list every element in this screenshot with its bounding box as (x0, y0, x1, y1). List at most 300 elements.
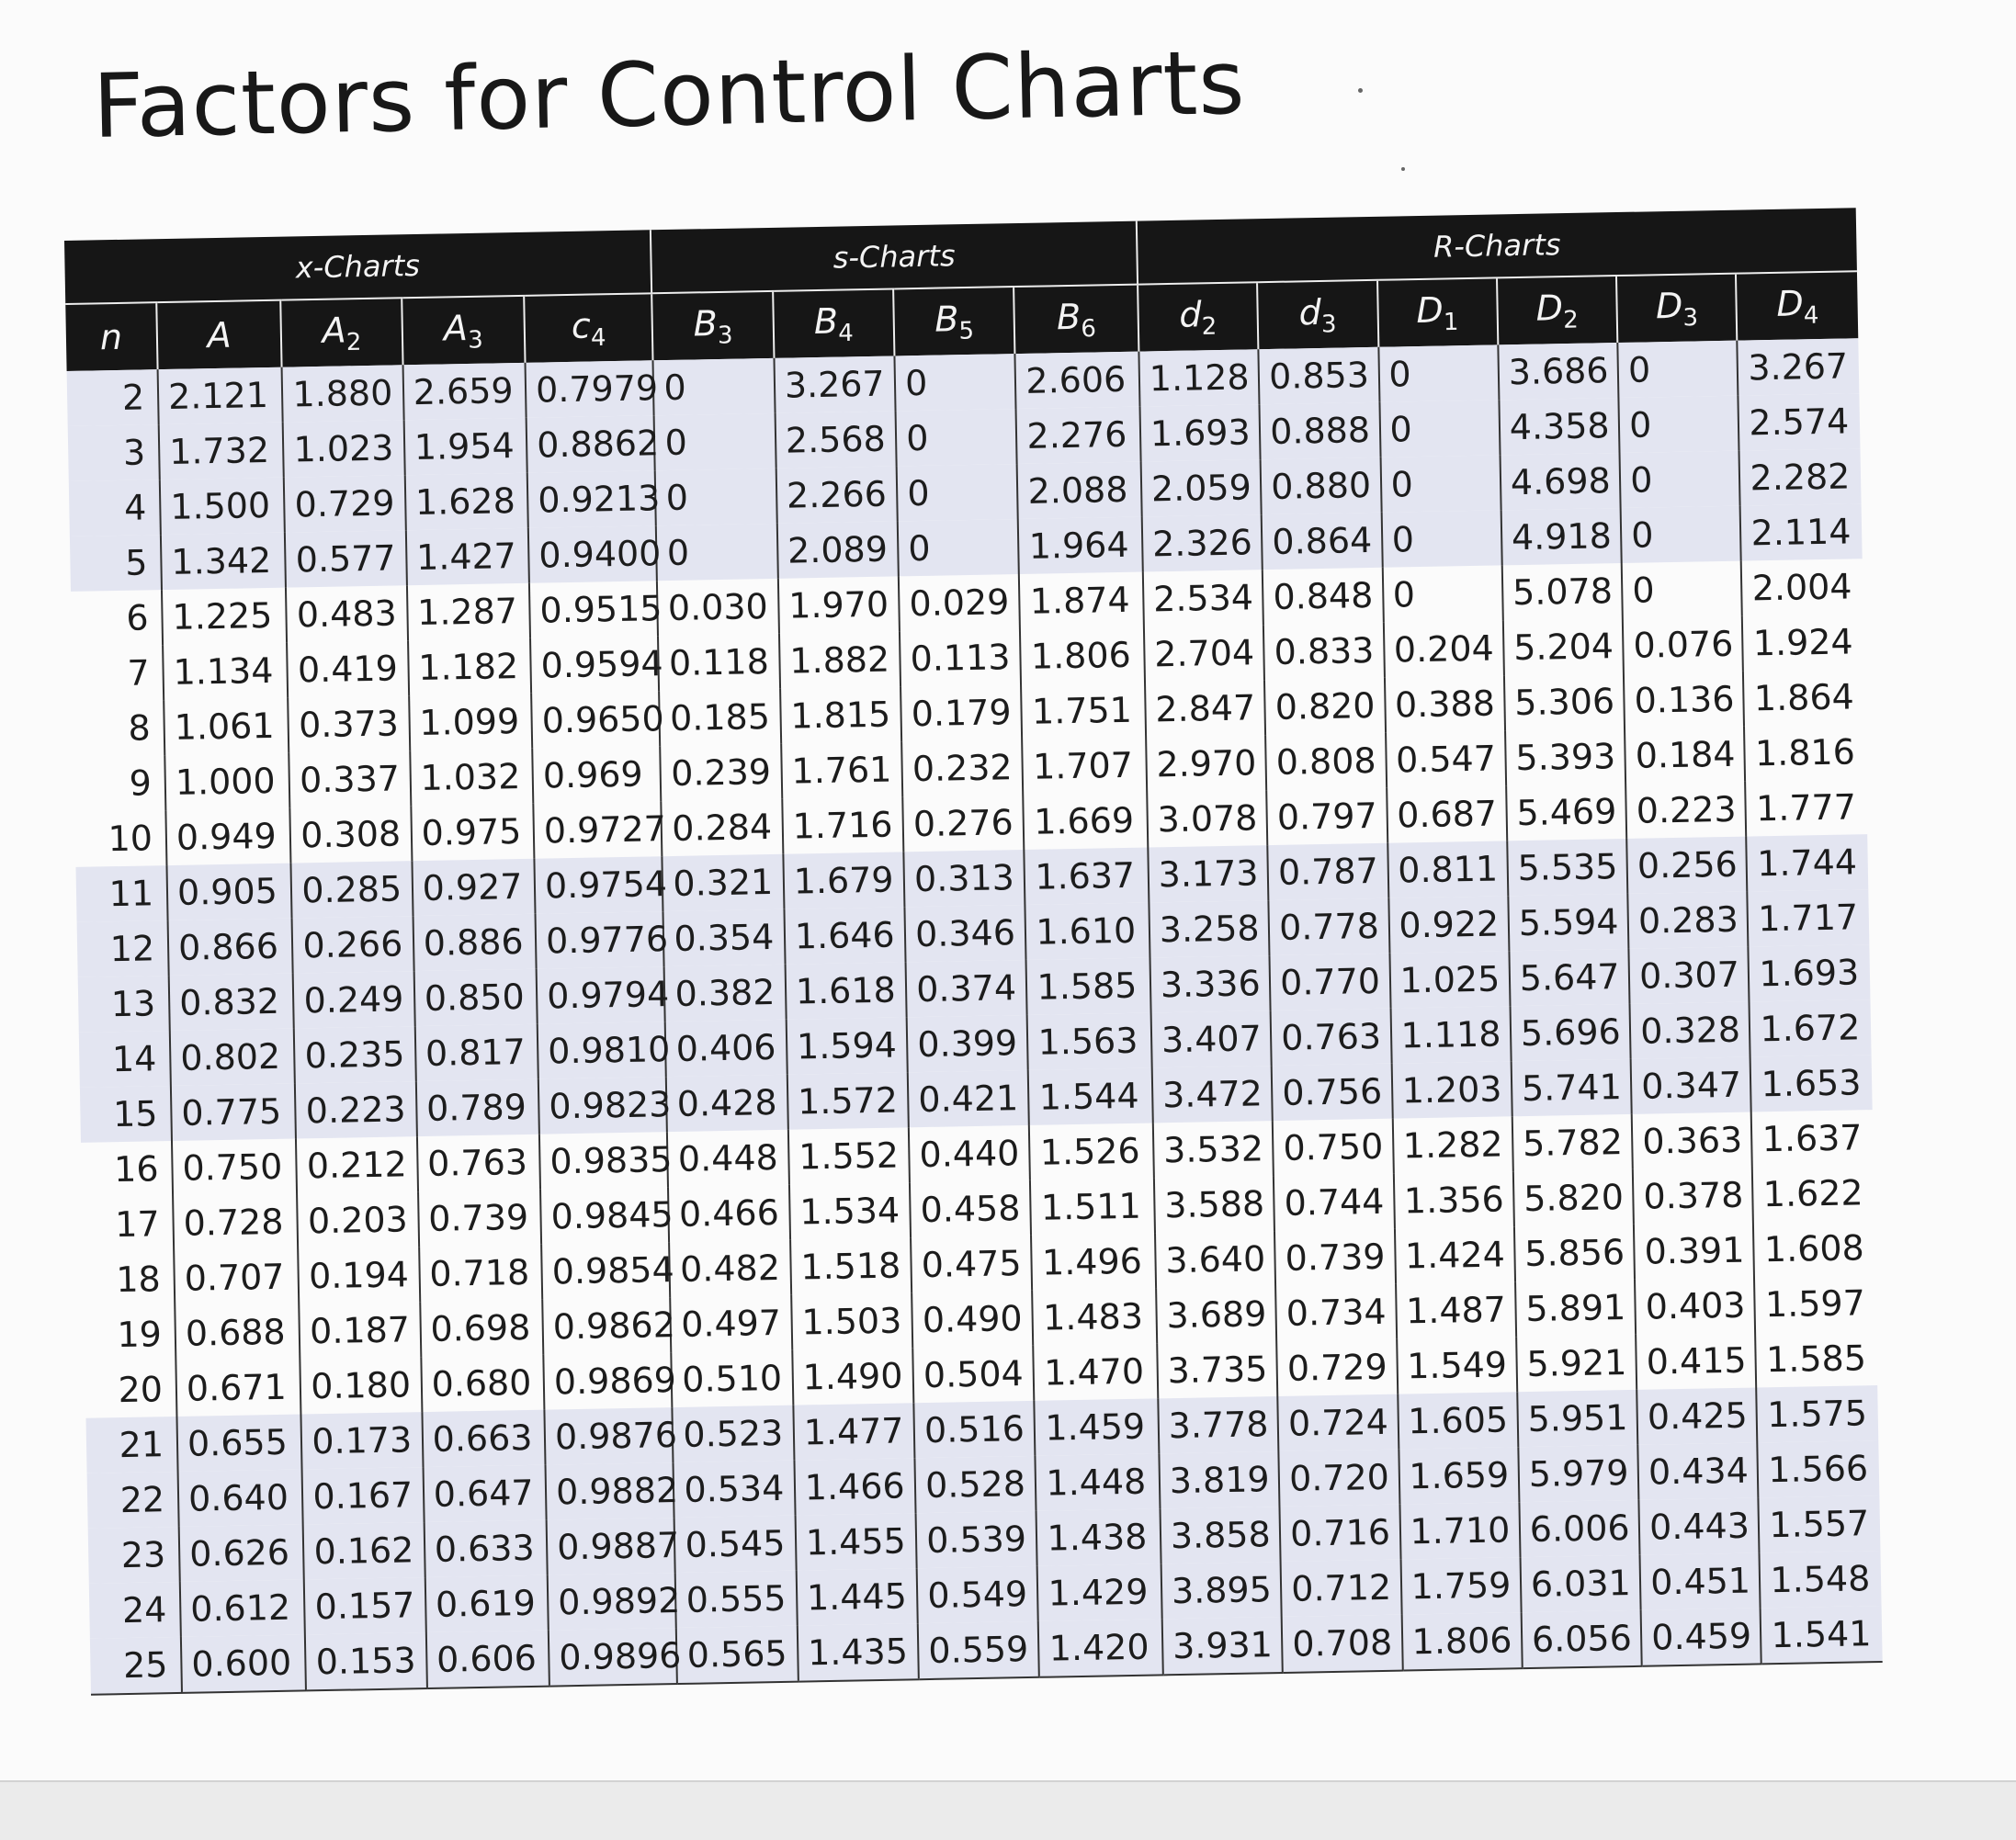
factor-cell: 0.718 (419, 1245, 542, 1302)
control-chart-factors-table-container (64, 208, 1883, 1695)
factor-cell: 0.880 (1261, 457, 1381, 514)
factor-cell: 1.282 (1392, 1116, 1512, 1173)
factor-cell: 1.526 (1029, 1123, 1153, 1180)
factor-cell: 2.282 (1739, 448, 1862, 505)
factor-cell: 1.061 (164, 698, 289, 755)
factor-cell: 0.534 (674, 1461, 795, 1518)
factor-cell: 0.504 (912, 1346, 1034, 1403)
factor-cell: 0.354 (663, 909, 785, 966)
factor-cell: 1.424 (1394, 1226, 1514, 1283)
sample-size-cell: 2 (67, 369, 159, 426)
factor-cell: 1.954 (403, 418, 527, 475)
factor-cell: 0.850 (413, 969, 537, 1026)
factor-cell: 0.284 (662, 799, 783, 856)
factor-cell: 0.853 (1259, 347, 1379, 404)
sample-size-cell: 21 (85, 1417, 177, 1473)
factor-cell: 1.118 (1390, 1006, 1511, 1063)
factor-cell: 0.687 (1387, 785, 1507, 842)
factor-cell: 1.693 (1749, 944, 1871, 1001)
factor-cell: 1.487 (1396, 1281, 1516, 1338)
column-header-c4 (524, 293, 653, 363)
column-header-b5 (893, 287, 1015, 356)
factor-cell: 0.497 (671, 1295, 792, 1352)
factor-cell: 6.006 (1519, 1500, 1639, 1557)
sample-size-cell: 23 (88, 1527, 180, 1584)
sample-size-cell: 3 (68, 424, 160, 481)
factor-cell: 3.472 (1152, 1066, 1273, 1123)
factor-cell: 0.716 (1280, 1505, 1400, 1562)
factor-cell: 1.203 (1391, 1061, 1512, 1118)
factor-cell: 5.820 (1513, 1169, 1634, 1226)
factor-cell: 0.419 (287, 640, 408, 697)
factor-cell: 0 (1381, 510, 1501, 567)
factor-cell: 0 (655, 468, 776, 525)
header-symbol: n (99, 316, 123, 358)
factor-cell: 0.750 (172, 1139, 297, 1196)
factor-cell: 1.429 (1037, 1563, 1161, 1620)
factor-cell: 0.528 (915, 1456, 1036, 1513)
factor-cell: 1.608 (1753, 1220, 1875, 1277)
column-header-a3 (402, 296, 526, 365)
sample-size-cell: 24 (89, 1582, 181, 1639)
factor-cell: 2.704 (1144, 625, 1264, 682)
group-header-s-charts: s-Charts (651, 221, 1138, 294)
factor-cell: 0.817 (414, 1024, 538, 1081)
factor-cell: 4.918 (1501, 508, 1621, 565)
factor-cell: 0.440 (909, 1125, 1030, 1182)
factor-cell: 0.763 (1271, 1009, 1391, 1066)
factor-cell: 1.496 (1031, 1233, 1155, 1290)
factor-cell: 1.732 (159, 423, 284, 480)
factor-cell: 5.782 (1512, 1114, 1633, 1171)
factor-cell: 1.225 (162, 588, 287, 645)
header-symbol: c (571, 305, 592, 346)
factor-cell: 2.276 (1016, 407, 1140, 464)
factor-cell: 2.970 (1146, 735, 1266, 792)
factor-cell: 0.249 (293, 971, 414, 1028)
column-header-b3 (652, 291, 775, 360)
factor-cell: 1.435 (798, 1623, 919, 1681)
factor-cell: 0.626 (179, 1524, 304, 1581)
factor-cell: 0.729 (1276, 1339, 1397, 1396)
factor-cell: 1.710 (1399, 1502, 1520, 1559)
sample-size-cell: 19 (117, 1314, 163, 1356)
factor-cell: 0.458 (910, 1180, 1031, 1237)
factor-cell: 5.594 (1508, 894, 1628, 951)
factor-cell: 0.707 (174, 1249, 299, 1306)
factor-cell: 3.078 (1147, 790, 1267, 847)
factor-cell: 0.180 (300, 1357, 422, 1414)
sample-size-cell: 22 (87, 1472, 179, 1529)
column-header-b4 (773, 288, 895, 357)
factor-cell: 0 (896, 409, 1017, 466)
header-symbol: D (1415, 289, 1444, 331)
factor-cell: 3.735 (1157, 1341, 1277, 1398)
factor-cell: 0.832 (169, 974, 294, 1031)
factor-cell: 0.9835 (539, 1132, 668, 1190)
factor-cell: 0.763 (417, 1134, 540, 1191)
factor-cell: 0.720 (1279, 1450, 1399, 1507)
header-symbol: D (1535, 287, 1564, 329)
factor-cell: 0.559 (918, 1621, 1039, 1679)
factor-cell: 1.455 (795, 1513, 916, 1570)
factor-cell: 1.445 (796, 1568, 917, 1625)
factor-cell: 1.659 (1399, 1447, 1519, 1504)
factor-cell: 0.173 (301, 1412, 423, 1469)
scan-bottom-edge (0, 1780, 2016, 1840)
factor-cell: 1.134 (163, 643, 288, 700)
factor-cell: 0.647 (423, 1465, 546, 1522)
factor-cell: 0.9887 (547, 1518, 675, 1575)
factor-cell: 0.321 (663, 854, 784, 911)
factor-cell: 0.184 (1625, 727, 1745, 784)
factor-cell: 0.403 (1635, 1277, 1755, 1334)
factor-cell: 0.633 (424, 1520, 547, 1577)
sample-size-cell: 11 (75, 865, 167, 922)
factor-cell: 1.099 (409, 694, 532, 751)
factor-cell: 0.922 (1388, 896, 1509, 953)
factor-cell: 0.848 (1263, 568, 1383, 625)
factor-cell: 0.975 (411, 804, 534, 861)
factor-cell: 5.921 (1516, 1335, 1637, 1392)
header-symbol: B (693, 302, 719, 344)
factor-cell: 1.000 (164, 753, 289, 810)
factor-cell: 2.004 (1741, 559, 1863, 615)
header-subscript: 3 (467, 325, 483, 355)
sample-size-cell: 17 (114, 1203, 161, 1246)
factor-cell: 0.443 (1639, 1497, 1760, 1554)
factor-cell: 5.741 (1511, 1059, 1631, 1116)
page-title: Factors for Control Charts (92, 30, 1247, 158)
factor-cell: 0 (1619, 396, 1739, 453)
factor-cell: 0.9892 (548, 1573, 676, 1631)
factor-cell: 0 (656, 524, 777, 581)
factor-cell: 0.212 (296, 1136, 417, 1193)
sample-size-cell: 6 (125, 597, 149, 638)
factor-cell: 1.575 (1757, 1385, 1879, 1442)
factor-cell: 0.9810 (538, 1022, 666, 1079)
factor-cell: 1.287 (407, 583, 530, 640)
factor-cell: 0.577 (285, 530, 406, 587)
factor-cell: 5.856 (1514, 1225, 1635, 1281)
factor-cell: 0.187 (300, 1302, 421, 1359)
factor-cell: 0.510 (672, 1350, 793, 1407)
factor-cell: 0.9727 (533, 801, 662, 859)
header-symbol: D (1775, 283, 1805, 324)
factor-cell: 1.557 (1759, 1496, 1881, 1552)
factor-cell: 0.185 (660, 689, 781, 746)
control-chart-factors-table (64, 208, 1883, 1695)
factor-cell: 2.326 (1142, 514, 1263, 571)
header-symbol: d (1298, 291, 1322, 333)
factor-cell: 2.121 (158, 367, 283, 424)
factor-cell: 1.585 (1026, 957, 1150, 1014)
factor-cell: 0.663 (422, 1410, 545, 1467)
factor-cell: 3.895 (1161, 1562, 1281, 1619)
factor-cell: 5.891 (1515, 1280, 1636, 1337)
factor-cell: 0.153 (305, 1632, 426, 1690)
factor-cell: 1.761 (781, 741, 902, 798)
factor-cell: 1.500 (160, 478, 285, 535)
factor-cell: 1.669 (1024, 793, 1148, 850)
column-header-n (65, 302, 157, 371)
factor-cell: 3.689 (1156, 1286, 1276, 1343)
factor-cell: 3.173 (1148, 845, 1268, 902)
sample-size-cell: 9 (129, 762, 153, 804)
factor-cell: 0.8862 (527, 415, 655, 473)
column-header-d3 (1616, 274, 1738, 343)
factor-cell: 0.337 (289, 751, 411, 807)
factor-cell: 1.717 (1748, 889, 1870, 946)
factor-cell: 6.056 (1521, 1610, 1641, 1668)
factor-cell: 3.532 (1153, 1121, 1274, 1178)
sample-size-cell: 18 (115, 1259, 162, 1301)
factor-cell: 0.565 (676, 1626, 798, 1684)
factor-cell: 1.420 (1038, 1619, 1162, 1676)
factor-cell: 0.076 (1623, 616, 1743, 673)
sample-size-cell: 5 (70, 535, 162, 592)
factor-cell: 3.858 (1160, 1507, 1280, 1563)
factor-cell: 0 (1379, 400, 1500, 457)
factor-cell: 0 (1622, 561, 1742, 618)
header-subscript: 1 (1443, 308, 1459, 336)
factor-cell: 0 (653, 358, 775, 415)
factor-cell: 0.640 (178, 1469, 303, 1526)
factor-cell: 1.342 (161, 533, 286, 590)
factor-cell: 0.739 (418, 1190, 541, 1247)
header-symbol: A (322, 310, 346, 351)
factor-cell: 0.778 (1269, 898, 1389, 955)
factor-cell: 0.9854 (541, 1242, 670, 1300)
factor-cell: 0.545 (674, 1516, 796, 1573)
factor-cell: 0.969 (532, 746, 661, 804)
factor-cell: 0.9400 (528, 525, 657, 583)
factor-cell: 0.9754 (534, 856, 663, 914)
factor-cell: 3.931 (1162, 1617, 1283, 1675)
factor-cell: 0 (1620, 451, 1740, 508)
factor-cell: 2.847 (1145, 680, 1265, 737)
factor-cell: 0.483 (286, 585, 407, 642)
factor-cell: 1.544 (1028, 1067, 1152, 1124)
factor-cell: 0.378 (1633, 1168, 1753, 1225)
factor-cell: 5.078 (1502, 563, 1623, 620)
factor-cell: 0.347 (1631, 1057, 1751, 1114)
factor-cell: 1.618 (785, 962, 906, 1019)
factor-cell: 1.585 (1756, 1330, 1878, 1387)
factor-cell: 0.9862 (542, 1297, 671, 1355)
factor-cell: 1.815 (780, 686, 901, 743)
factor-cell: 5.696 (1510, 1004, 1630, 1061)
factor-cell: 0.313 (903, 850, 1025, 907)
factor-cell: 1.552 (788, 1127, 910, 1184)
column-header-d1 (1377, 277, 1499, 346)
factor-cell: 0.9896 (549, 1628, 678, 1687)
factor-cell: 0 (1617, 341, 1738, 398)
factor-cell: 0.223 (295, 1081, 416, 1138)
factor-cell: 1.970 (778, 576, 900, 633)
factor-cell: 0.728 (173, 1194, 298, 1251)
factor-cell: 1.518 (790, 1237, 912, 1294)
factor-cell: 1.511 (1030, 1178, 1154, 1235)
factor-cell: 0.415 (1636, 1332, 1756, 1389)
factor-cell: 0.328 (1630, 1002, 1750, 1059)
factor-cell: 1.637 (1025, 848, 1149, 905)
factor-cell: 0.888 (1260, 402, 1380, 459)
factor-cell: 0.374 (906, 960, 1027, 1017)
factor-cell: 0.475 (911, 1236, 1032, 1293)
factor-cell: 3.778 (1158, 1396, 1278, 1453)
factor-cell: 1.759 (1400, 1557, 1521, 1614)
factor-cell: 0.9823 (538, 1077, 667, 1134)
factor-cell: 1.541 (1761, 1606, 1883, 1664)
factor-cell: 0.382 (664, 965, 786, 1022)
factor-cell: 0.9594 (530, 636, 659, 694)
factor-cell: 0.256 (1626, 837, 1747, 894)
factor-cell: 0.425 (1637, 1387, 1757, 1444)
factor-cell: 1.459 (1035, 1398, 1159, 1455)
factor-cell: 0.459 (1641, 1608, 1761, 1665)
factor-cell: 0.820 (1264, 678, 1385, 735)
factor-cell: 1.744 (1747, 834, 1869, 891)
factor-cell: 0.9845 (540, 1187, 669, 1245)
header-symbol: D (1655, 285, 1683, 326)
scan-speck (1401, 167, 1405, 171)
factor-cell: 1.032 (410, 749, 533, 806)
factor-cell: 0.388 (1384, 675, 1504, 732)
factor-cell: 0 (654, 413, 776, 470)
header-subscript: 4 (1803, 301, 1819, 330)
factor-cell: 0.9869 (543, 1352, 672, 1410)
sample-size-cell: 20 (118, 1369, 164, 1411)
factor-cell: 1.610 (1025, 902, 1150, 959)
factor-cell: 0.118 (658, 634, 779, 691)
factor-cell: 0.307 (1629, 947, 1750, 1004)
factor-cell: 3.588 (1154, 1176, 1274, 1233)
factor-cell: 0.448 (667, 1130, 788, 1187)
factor-cell: 3.407 (1150, 1010, 1271, 1067)
factor-cell: 1.806 (1020, 627, 1144, 684)
factor-cell: 0.9650 (531, 691, 660, 749)
factor-cell: 0.516 (913, 1401, 1035, 1458)
factor-cell: 6.031 (1520, 1555, 1640, 1612)
factor-cell: 0.203 (297, 1191, 418, 1248)
factor-cell: 0 (1378, 344, 1499, 401)
sample-size-cell: 4 (69, 480, 161, 536)
factor-cell: 0.223 (1625, 782, 1746, 839)
factor-cell: 1.751 (1021, 683, 1145, 739)
factor-cell: 1.882 (779, 631, 900, 688)
factor-cell: 0.204 (1383, 620, 1503, 677)
factor-cell: 1.653 (1750, 1055, 1873, 1112)
group-header-x-charts: x-Charts (64, 230, 652, 304)
factor-cell: 0.308 (290, 806, 412, 863)
factor-cell: 0.346 (905, 905, 1026, 962)
factor-cell: 1.427 (406, 528, 529, 585)
column-header-a (156, 300, 282, 369)
factor-cell: 5.469 (1506, 784, 1626, 841)
factor-cell: 0.688 (175, 1304, 300, 1361)
table-body (67, 338, 1883, 1694)
sample-size-cell: 10 (108, 818, 153, 860)
factor-cell: 1.128 (1138, 349, 1259, 406)
header-subscript: 5 (958, 317, 975, 345)
header-symbol: B (813, 300, 839, 342)
factor-cell: 3.686 (1498, 343, 1618, 400)
factor-cell: 0.619 (425, 1575, 548, 1632)
header-subscript: 3 (717, 321, 733, 350)
factor-cell: 0.399 (907, 1015, 1028, 1072)
factor-cell: 0.927 (412, 859, 535, 916)
factor-cell: 1.605 (1398, 1392, 1518, 1449)
factor-cell: 0.030 (657, 579, 778, 636)
factor-cell: 0.285 (291, 861, 413, 918)
factor-cell: 1.816 (1744, 724, 1866, 781)
factor-cell: 0.797 (1266, 788, 1387, 845)
factor-cell: 0.194 (299, 1247, 420, 1304)
factor-cell: 0 (898, 519, 1019, 576)
factor-cell: 1.679 (783, 852, 904, 909)
column-header-d2 (1497, 276, 1618, 344)
sample-size-cell: 15 (80, 1086, 172, 1143)
factor-cell: 0.363 (1632, 1112, 1752, 1169)
factor-cell: 1.864 (1743, 669, 1865, 726)
factor-cell: 1.549 (1397, 1337, 1517, 1394)
factor-cell: 0.373 (289, 695, 410, 752)
factor-cell: 0.739 (1274, 1229, 1395, 1286)
factor-cell: 0 (1380, 455, 1501, 512)
factor-cell: 0.482 (670, 1240, 791, 1297)
factor-cell: 2.088 (1017, 462, 1141, 519)
factor-cell: 0.239 (661, 744, 782, 801)
factor-cell: 0.9776 (536, 911, 664, 969)
factor-cell: 0.451 (1640, 1552, 1761, 1609)
factor-cell: 0.864 (1262, 513, 1382, 570)
factor-cell: 1.874 (1019, 572, 1143, 629)
column-header-d3 (1257, 280, 1378, 349)
factor-cell: 0.949 (165, 808, 290, 865)
factor-cell: 5.393 (1505, 728, 1625, 785)
factor-cell: 0.539 (916, 1511, 1037, 1568)
factor-cell: 0.724 (1277, 1394, 1398, 1451)
factor-cell: 1.490 (792, 1348, 913, 1405)
factor-cell: 0.283 (1627, 892, 1748, 949)
factor-cell: 0.136 (1624, 672, 1744, 728)
factor-cell: 1.628 (404, 473, 527, 530)
factor-cell: 0.547 (1386, 730, 1506, 787)
factor-cell: 0.729 (284, 475, 405, 532)
factor-cell: 0.9515 (529, 581, 658, 638)
factor-cell: 0.698 (420, 1300, 543, 1357)
factor-cell: 1.356 (1393, 1171, 1513, 1228)
factor-cell: 0.734 (1275, 1284, 1396, 1341)
factor-cell: 0.523 (673, 1405, 794, 1462)
column-header-d2 (1138, 282, 1259, 351)
factor-cell: 0.466 (668, 1185, 789, 1242)
factor-cell: 0.606 (426, 1631, 549, 1688)
sample-size-cell: 14 (79, 1031, 171, 1088)
header-subscript: 2 (1562, 306, 1580, 334)
factor-cell: 0.756 (1272, 1064, 1392, 1121)
factor-cell: 2.089 (777, 521, 899, 578)
factor-cell: 0.167 (302, 1467, 424, 1524)
factor-cell: 0.179 (900, 684, 1022, 741)
header-subscript: 4 (837, 319, 855, 347)
factor-cell: 1.566 (1758, 1440, 1880, 1497)
factor-cell: 1.503 (791, 1293, 912, 1349)
factor-cell: 0.490 (912, 1291, 1033, 1348)
header-subscript: 2 (1201, 312, 1218, 341)
factor-cell: 1.716 (782, 796, 903, 853)
